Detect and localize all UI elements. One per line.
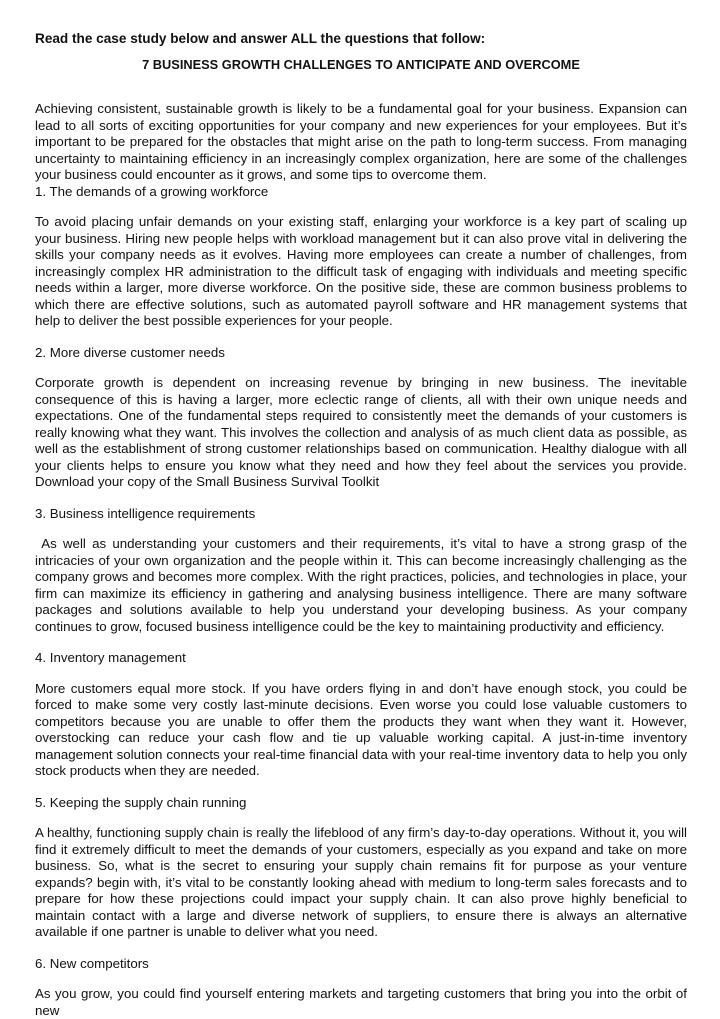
section-body-5: A healthy, functioning supply chain is really the lifeblood of any firm’s day-to-day operations. Without it, you will find it extremely difficult to meet the demands of your customers, especially as you expand and take on more business. So, what is the secret to ensuring your supply chain remains fit for purpose as your venture expands? begin with, it’s vital to be constantly looking ahead with medium to long-term sales forecasts and to prepare for how these projections could impact your supply chain. It can also prove highly beneficial to maintain contact with a large and diverse network of suppliers, to ensure there is always an alternative available if one partner is unable to deliver what you need. (35, 825, 687, 939)
section-body-6: As you grow, you could find yourself entering markets and targeting customers that bring you into the orbit of new (35, 986, 687, 1018)
instruction-text: Read the case study below and answer ALL the questions that follow: (35, 31, 486, 46)
section-body-2: Corporate growth is dependent on increasing revenue by bringing in new business. The inevitable consequence of this is having a larger, more eclectic range of clients, all with their own unique needs and expectations. One of the fundamental steps required to consistently meet the demands of your customers is really knowing what they want. This involves the collection and analysis of as much client data as possible, as well as the establishment of strong customer relationships based on communication. Healthy dialogue with all your clients helps to ensure you know what they need and how they feel about the services you provide. Download your copy of the Small Business Survival Toolkit (35, 375, 687, 489)
section-body-1: To avoid placing unfair demands on your existing staff, enlarging your workforce is a key part of scaling up your business. Hiring new people helps with workload management but it can also prove vital in delivering the skills your company needs as it evolves. Having more employees can create a number of challenges, from increasingly complex HR administration to the difficult task of engaging with individuals and meeting specific needs within a larger, more diverse workforce. On the positive side, these are common business problems to which there are effective solutions, such as automated payroll software and HR management systems that help to deliver the best possible experiences for your people. (35, 214, 687, 328)
section-body-4: More customers equal more stock. If you have orders flying in and don’t have enough stock, you could be forced to make some very costly last-minute decisions. Even worse you could lose valuable customers to competitors because you are unable to offer them the products they want when they want it. However, overstocking can reduce your cash flow and tie up valuable working capital. A just-in-time inventory management solution connects your real-time financial data with your real-time inventory data to help you only stock products when they are needed. (35, 680, 687, 778)
intro-paragraph: Achieving consistent, sustainable growth is likely to be a fundamental goal for your business. Expansion can lead to all sorts of exciting opportunities for your company and new experiences for your employees. But it’s important to be prepared for the obstacles that might arise on the path to long-term success. From managing uncertainty to maintaining efficiency in an increasingly complex organization, here are some of the challenges your business could encounter as it grows, and some tips to overcome them. (35, 101, 687, 182)
section-heading-1: 1. The demands of a growing workforce (35, 183, 269, 199)
section-heading-2: 2. More diverse customer needs (35, 344, 225, 360)
section-body-3: As well as understanding your customers and their requirements, it’s vital to have a strong grasp of the intricacies of your own organization and the people within it. This can become increasingly challenging as the company grows and becomes more complex. With the right practices, policies, and technologies in place, your firm can maximize its efficiency in gathering and analysing business intelligence. There are many software packages and solutions available to help you understand your developing business. As your company continues to grow, focused business intelligence could be the key to maintaining productivity and efficiency. (35, 536, 691, 634)
document-page (35, 30, 691, 1019)
section-heading-3: 3. Business intelligence requirements (35, 505, 256, 521)
section-heading-4: 4. Inventory management (35, 650, 186, 665)
section-heading-5: 5. Keeping the supply chain running (35, 794, 247, 810)
section-heading-6: 6. New competitors (35, 955, 149, 971)
document-title: 7 BUSINESS GROWTH CHALLENGES TO ANTICIPATE AND OVERCOME (142, 57, 580, 72)
